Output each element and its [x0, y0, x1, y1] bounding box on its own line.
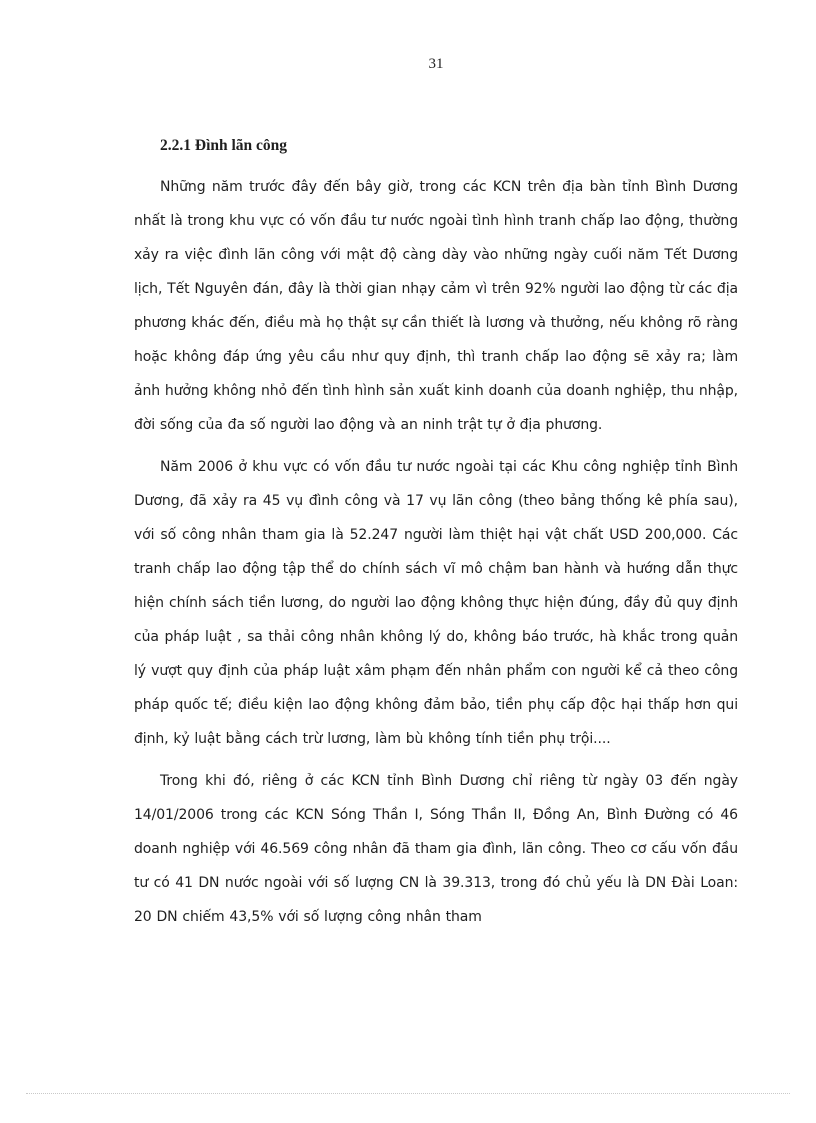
page-bottom-divider — [26, 1093, 790, 1094]
paragraph-3: Trong khi đó, riêng ở các KCN tỉnh Bình Dương chỉ riêng từ ngày 03 đến ngày 14/01/2006 trong các KCN Sóng Thần I, Sóng Thần II, Đồng An, Bình Đường có 46 doanh nghiệp với 46.569 công nhân đã tham gia đình, lãn công. Theo cơ cấu vốn đầu tư có 41 DN nước ngoài với số lượng CN là 39.313, trong đó chủ yếu là DN Đài Loan: 20 DN chiếm 43,5% với số lượng công nhân tham — [134, 773, 738, 925]
paragraph-2: Năm 2006 ở khu vực có vốn đầu tư nước ngoài tại các Khu công nghiệp tỉnh Bình Dương, đã xảy ra 45 vụ đình công và 17 vụ lãn công (theo bảng thống kê phía sau), với số công nhân tham gia là 52.247 người làm thiệt hại vật chất USD 200,000. Các tranh chấp lao động tập thể do chính sách vĩ mô chậm ban hành và hướng dẫn thực hiện chính sách tiền lương, do người lao động không thực hiện đúng, đầy đủ quy định của pháp luật , sa thải công nhân không lý do, không báo trước, hà khắc trong quản lý vượt quy định của pháp luật xâm phạm đến nhân phẩm con người kể cả theo công pháp quốc tế; điều kiện lao động không đảm bảo, tiền phụ cấp độc hại thấp hơn qui định, kỷ luật bằng cách trừ lương, làm bù không tính tiền phụ trội.... — [134, 459, 738, 747]
paragraph-1: Những năm trước đây đến bây giờ, trong các KCN trên địa bàn tỉnh Bình Dương nhất là trong khu vực có vốn đầu tư nước ngoài tình hình tranh chấp lao động, thường xảy ra việc đình lãn công với mật độ càng dày vào những ngày cuối năm Tết Dương lịch, Tết Nguyên đán, đây là thời gian nhạy cảm vì trên 92% người lao động từ các địa phương khác đến, điều mà họ thật sự cần thiết là lương và thưởng, nếu không rõ ràng hoặc không đáp ứng yêu cầu như quy định, thì tranh chấp lao động sẽ xảy ra; làm ảnh hưởng không nhỏ đến tình hình sản xuất kinh doanh của doanh nghiệp, thu nhập, đời sống của đa số người lao động và an ninh trật tự ở địa phương. — [134, 179, 738, 433]
document-body — [134, 134, 738, 942]
page-number: 31 — [428, 56, 444, 72]
section-heading: 2.2.1 Đình lãn công — [160, 137, 288, 154]
